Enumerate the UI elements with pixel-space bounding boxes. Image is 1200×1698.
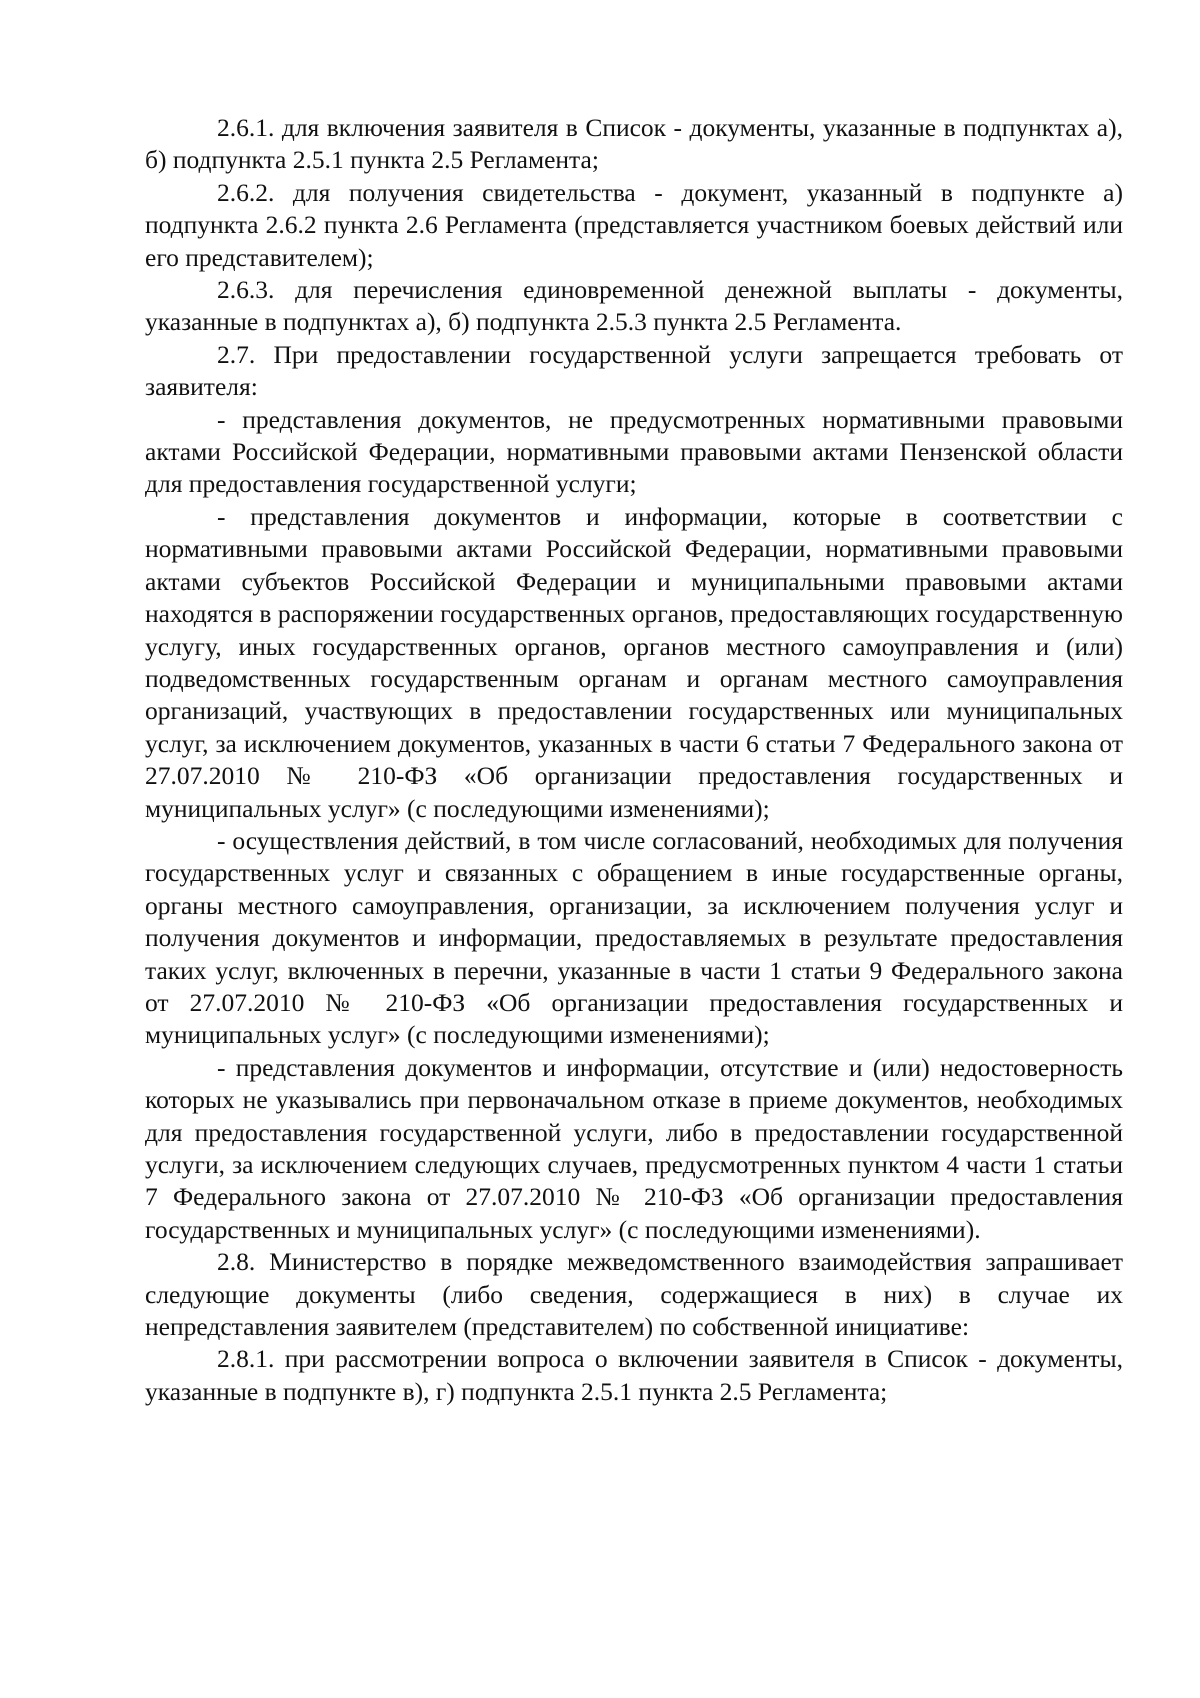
list-item-documents-not-required: - представления документов, не предусмотренных нормативными правовыми актами Российской Федерации, нормативными правовыми актами Пензенской области для предоставления государственной услуги; — [145, 404, 1123, 499]
paragraph-2-6-2: 2.6.2. для получения свидетельства - документ, указанный в подпункте а) подпункта 2.6.2 пункта 2.6 Регламента (представляется участником боевых действий или его представителем); — [145, 177, 1123, 272]
list-item-missing-information: - представления документов и информации, отсутствие и (или) недостоверность которых не указывались при первоначальном отказе в приеме документов, необходимых для предоставления государственной услуги, либо в предоставлении государственной услуги, за исключением следующих случаев, предусмотренных пунктом 4 части 1 статьи 7 Федерального закона от 27.07.2010 № 210-ФЗ «Об организации предоставления государственных и муниципальных услуг» (с последующими изменениями). — [145, 1052, 1123, 1244]
paragraph-2-6-3: 2.6.3. для перечисления единовременной денежной выплаты - документы, указанные в подпунктах а), б) подпункта 2.5.3 пункта 2.5 Регламента. — [145, 275, 1123, 337]
list-item-actions-approvals: - осуществления действий, в том числе согласований, необходимых для получения государственных услуг и связанных с обращением в иные государственные органы, органы местного самоуправления, организации, за исключением получения услуг и получения документов и информации, предоставляемых в результате предоставления таких услуг, включенных в перечни, указанные в части 1 статьи 9 Федерального закона от 27.07.2010 № 210-ФЗ «Об организации предоставления государственных и муниципальных услуг» (с последующими изменениями); — [145, 825, 1123, 1050]
paragraph-2-8: 2.8. Министерство в порядке межведомственного взаимодействия запрашивает следующие документы (либо сведения, содержащиеся в них) в случае их непредставления заявителем (представителем) по собственной инициативе: — [145, 1247, 1123, 1342]
document-page — [145, 112, 1123, 1408]
list-item-documents-in-possession: - представления документов и информации, которые в соответствии с нормативными правовыми актами Российской Федерации, нормативными правовыми актами субъектов Российской Федерации и муниципальными правовыми актами находятся в распоряжении государственных органов, предоставляющих государственную услугу, иных государственных органов, органов местного самоуправления и (или) подведомственных государственным органам и органам местного самоуправления организаций, участвующих в предоставлении государственных или муниципальных услуг, за исключением документов, указанных в части 6 статьи 7 Федерального закона от 27.07.2010 № 210-ФЗ «Об организации предоставления государственных и муниципальных услуг» (с последующими изменениями); — [145, 501, 1123, 823]
paragraph-2-8-1: 2.8.1. при рассмотрении вопроса о включении заявителя в Список - документы, указанные в подпункте в), г) подпункта 2.5.1 пункта 2.5 Регламента; — [145, 1344, 1123, 1406]
paragraph-2-6-1: 2.6.1. для включения заявителя в Список - документы, указанные в подпунктах а), б) подпункта 2.5.1 пункта 2.5 Регламента; — [145, 113, 1123, 175]
paragraph-2-7: 2.7. При предоставлении государственной услуги запрещается требовать от заявителя: — [145, 339, 1123, 402]
